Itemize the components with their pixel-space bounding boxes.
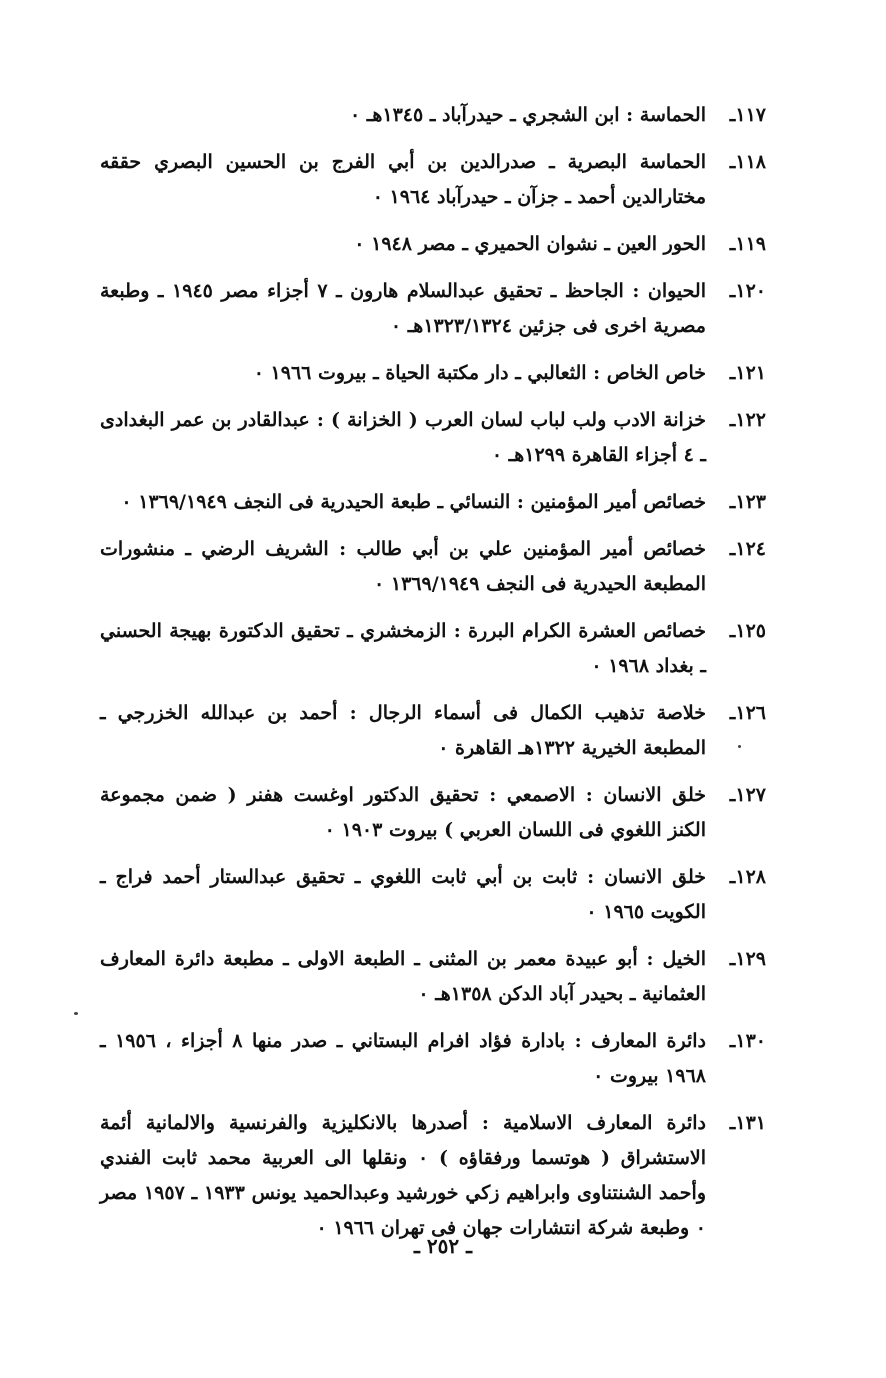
list-item [100, 485, 766, 520]
entry-number: ١١٧ـ [729, 104, 766, 126]
list-item [100, 403, 766, 473]
scan-speck [74, 1012, 78, 1015]
entry-number: ١٢١ـ [729, 362, 766, 384]
entry-text: خزانة الادب ولب لباب لسان العرب ( الخزانة ) : عبدالقادر بن عمر البغدادى ـ ٤ أجزاء القاهرة ١٢٩٩هـ ٠ [100, 409, 706, 466]
entry-text: الخيل : أبو عبيدة معمر بن المثنى ـ الطبعة الاولى ـ مطبعة دائرة المعارف العثمانية ـ بحيدر آباد الدكن ١٣٥٨هـ ٠ [100, 948, 706, 1005]
entry-number: ١٢٩ـ [729, 948, 766, 970]
list-item [100, 532, 766, 602]
entry-text: الحماسة : ابن الشجري ـ حيدرآباد ـ ١٣٤٥هـ ٠ [349, 104, 706, 126]
list-item [100, 614, 766, 684]
list-item [100, 1024, 766, 1094]
scan-speck [738, 745, 741, 748]
list-item [100, 1106, 766, 1246]
list-item [100, 145, 766, 215]
list-item [100, 696, 766, 766]
entry-text: الحيوان : الجاحظ ـ تحقيق عبدالسلام هارون ـ ٧ أجزاء مصر ١٩٤٥ ـ وطبعة مصرية اخرى فى جزئين ١٣٢٣/١٣٢٤هـ ٠ [100, 280, 706, 337]
entry-number: ١٢٧ـ [729, 784, 766, 806]
bibliography-list [100, 98, 766, 1258]
entry-text: خصائص أمير المؤمنين علي بن أبي طالب : الشريف الرضي ـ منشورات المطبعة الحيدرية فى النجف ١٣٦٩/١٩٤٩ ٠ [100, 538, 706, 595]
entry-text: خلق الانسان : ثابت بن أبي ثابت اللغوي ـ تحقيق عبدالستار أحمد فراج ـ الكويت ١٩٦٥ ٠ [100, 866, 706, 923]
entry-number: ١٣٠ـ [729, 1030, 766, 1052]
entry-number: ١٢٥ـ [729, 620, 766, 642]
list-item [100, 942, 766, 1012]
entry-text: خصائص العشرة الكرام البررة : الزمخشري ـ تحقيق الدكتورة بهيجة الحسني ـ بغداد ١٩٦٨ ٠ [100, 620, 706, 677]
entry-number: ١٢٨ـ [729, 866, 766, 888]
list-item [100, 98, 766, 133]
entry-text: دائرة المعارف الاسلامية : أصدرها بالانكليزية والفرنسية والالمانية أئمة الاستشراق ( هوتسما ورفقاؤه ) ٠ ونقلها الى العربية محمد ثابت الفندي وأحمد الشنتناوى وابراهيم زكي خورشيد وعبدالحميد يونس ١٩٣٣ ـ ١٩٥٧ مصر ٠ وطبعة شركة انتشارات جهان فى تهران ١٩٦٦ ٠ [100, 1112, 707, 1239]
entry-text: الحور العين ـ نشوان الحميري ـ مصر ١٩٤٨ ٠ [354, 233, 706, 255]
entry-number: ١٢٦ـ [729, 702, 766, 724]
list-item [100, 778, 766, 848]
list-item [100, 860, 766, 930]
entry-text: خلاصة تذهيب الكمال فى أسماء الرجال : أحمد بن عبدالله الخزرجي ـ المطبعة الخيرية ١٣٢٢هـ القاهرة ٠ [100, 702, 706, 759]
entry-number: ١٢٢ـ [729, 409, 766, 431]
entry-text: دائرة المعارف : بادارة فؤاد افرام البستاني ـ صدر منها ٨ أجزاء ، ١٩٥٦ ـ ١٩٦٨ بيروت ٠ [100, 1030, 707, 1087]
entry-number: ١٢٤ـ [729, 538, 766, 560]
list-item [100, 227, 766, 262]
entry-number: ١٢٣ـ [729, 491, 766, 513]
entry-number: ١٢٠ـ [729, 280, 766, 302]
entry-text: خلق الانسان : الاصمعي : تحقيق الدكتور اوغست هفنر ( ضمن مجموعة الكنز اللغوي فى اللسان العربي ) بيروت ١٩٠٣ ٠ [100, 784, 706, 841]
list-item [100, 356, 766, 391]
entry-number: ١١٨ـ [729, 151, 766, 173]
entry-text: خصائص أمير المؤمنين : النسائي ـ طبعة الحيدرية فى النجف ١٣٦٩/١٩٤٩ ٠ [121, 491, 706, 513]
entry-text: خاص الخاص : الثعالبي ـ دار مكتبة الحياة ـ بيروت ١٩٦٦ ٠ [253, 362, 706, 384]
page-number: ـ ٢٥٢ ـ [414, 1234, 472, 1258]
entry-number: ١١٩ـ [729, 233, 766, 255]
entry-text: الحماسة البصرية ـ صدرالدين بن أبي الفرج بن الحسين البصري حققه مختارالدين أحمد ـ جزآن ـ حيدرآباد ١٩٦٤ ٠ [100, 151, 706, 208]
list-item [100, 274, 766, 344]
entry-number: ١٣١ـ [729, 1112, 766, 1134]
